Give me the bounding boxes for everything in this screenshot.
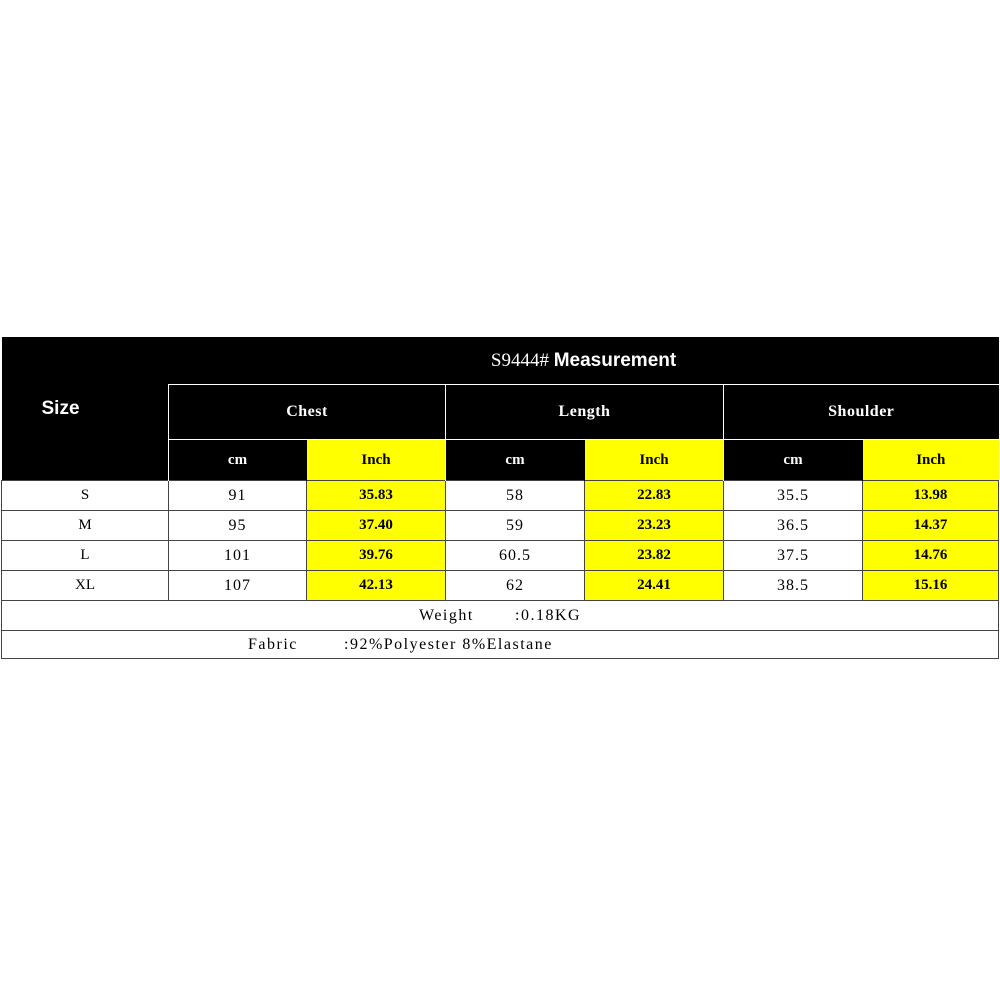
weight-value: :0.18KG [515, 606, 582, 624]
fabric-label: Fabric [248, 635, 298, 653]
shoulder-inch-cell: 15.16 [863, 571, 999, 601]
group-header-length: Length [446, 385, 724, 440]
chest-cm-cell: 95 [169, 511, 307, 541]
table-title [169, 337, 999, 385]
shoulder-inch-cell: 14.37 [863, 511, 999, 541]
fabric-cell [2, 631, 999, 659]
chest-cm-cell: 91 [169, 481, 307, 511]
chest-inch-cell: 39.76 [307, 541, 446, 571]
chest-cm-cell: 107 [169, 571, 307, 601]
size-label: M [2, 511, 169, 541]
chest-inch-cell: 37.40 [307, 511, 446, 541]
size-column-header: Size [2, 337, 169, 481]
unit-header-shoulder-cm: cm [724, 440, 863, 481]
length-cm-cell: 58 [446, 481, 585, 511]
size-chart-table [1, 337, 999, 659]
size-label: S [2, 481, 169, 511]
unit-header-length-inch: Inch [585, 440, 724, 481]
unit-header-length-cm: cm [446, 440, 585, 481]
table-row [2, 541, 999, 571]
unit-header-chest-cm: cm [169, 440, 307, 481]
length-inch-cell: 23.23 [585, 511, 724, 541]
weight-cell [2, 601, 999, 631]
size-label: XL [2, 571, 169, 601]
fabric-row [2, 631, 999, 659]
shoulder-cm-cell: 37.5 [724, 541, 863, 571]
unit-header-shoulder-inch: Inch [863, 440, 999, 481]
table-row [2, 571, 999, 601]
fabric-value: :92%Polyester 8%Elastane [344, 635, 553, 653]
length-inch-cell: 22.83 [585, 481, 724, 511]
unit-header-chest-inch: Inch [307, 440, 446, 481]
weight-row [2, 601, 999, 631]
shoulder-inch-cell: 14.76 [863, 541, 999, 571]
shoulder-cm-cell: 36.5 [724, 511, 863, 541]
table-row [2, 481, 999, 511]
length-inch-cell: 23.82 [585, 541, 724, 571]
length-inch-cell: 24.41 [585, 571, 724, 601]
length-cm-cell: 62 [446, 571, 585, 601]
shoulder-cm-cell: 35.5 [724, 481, 863, 511]
chest-inch-cell: 42.13 [307, 571, 446, 601]
size-label: L [2, 541, 169, 571]
chest-inch-cell: 35.83 [307, 481, 446, 511]
length-cm-cell: 60.5 [446, 541, 585, 571]
weight-label: Weight [419, 606, 474, 624]
group-header-shoulder: Shoulder [724, 385, 999, 440]
title-word: Measurement [553, 349, 677, 371]
title-code: S9444# [490, 349, 549, 371]
length-cm-cell: 59 [446, 511, 585, 541]
chest-cm-cell: 101 [169, 541, 307, 571]
shoulder-cm-cell: 38.5 [724, 571, 863, 601]
group-header-chest: Chest [169, 385, 446, 440]
table-row [2, 511, 999, 541]
shoulder-inch-cell: 13.98 [863, 481, 999, 511]
